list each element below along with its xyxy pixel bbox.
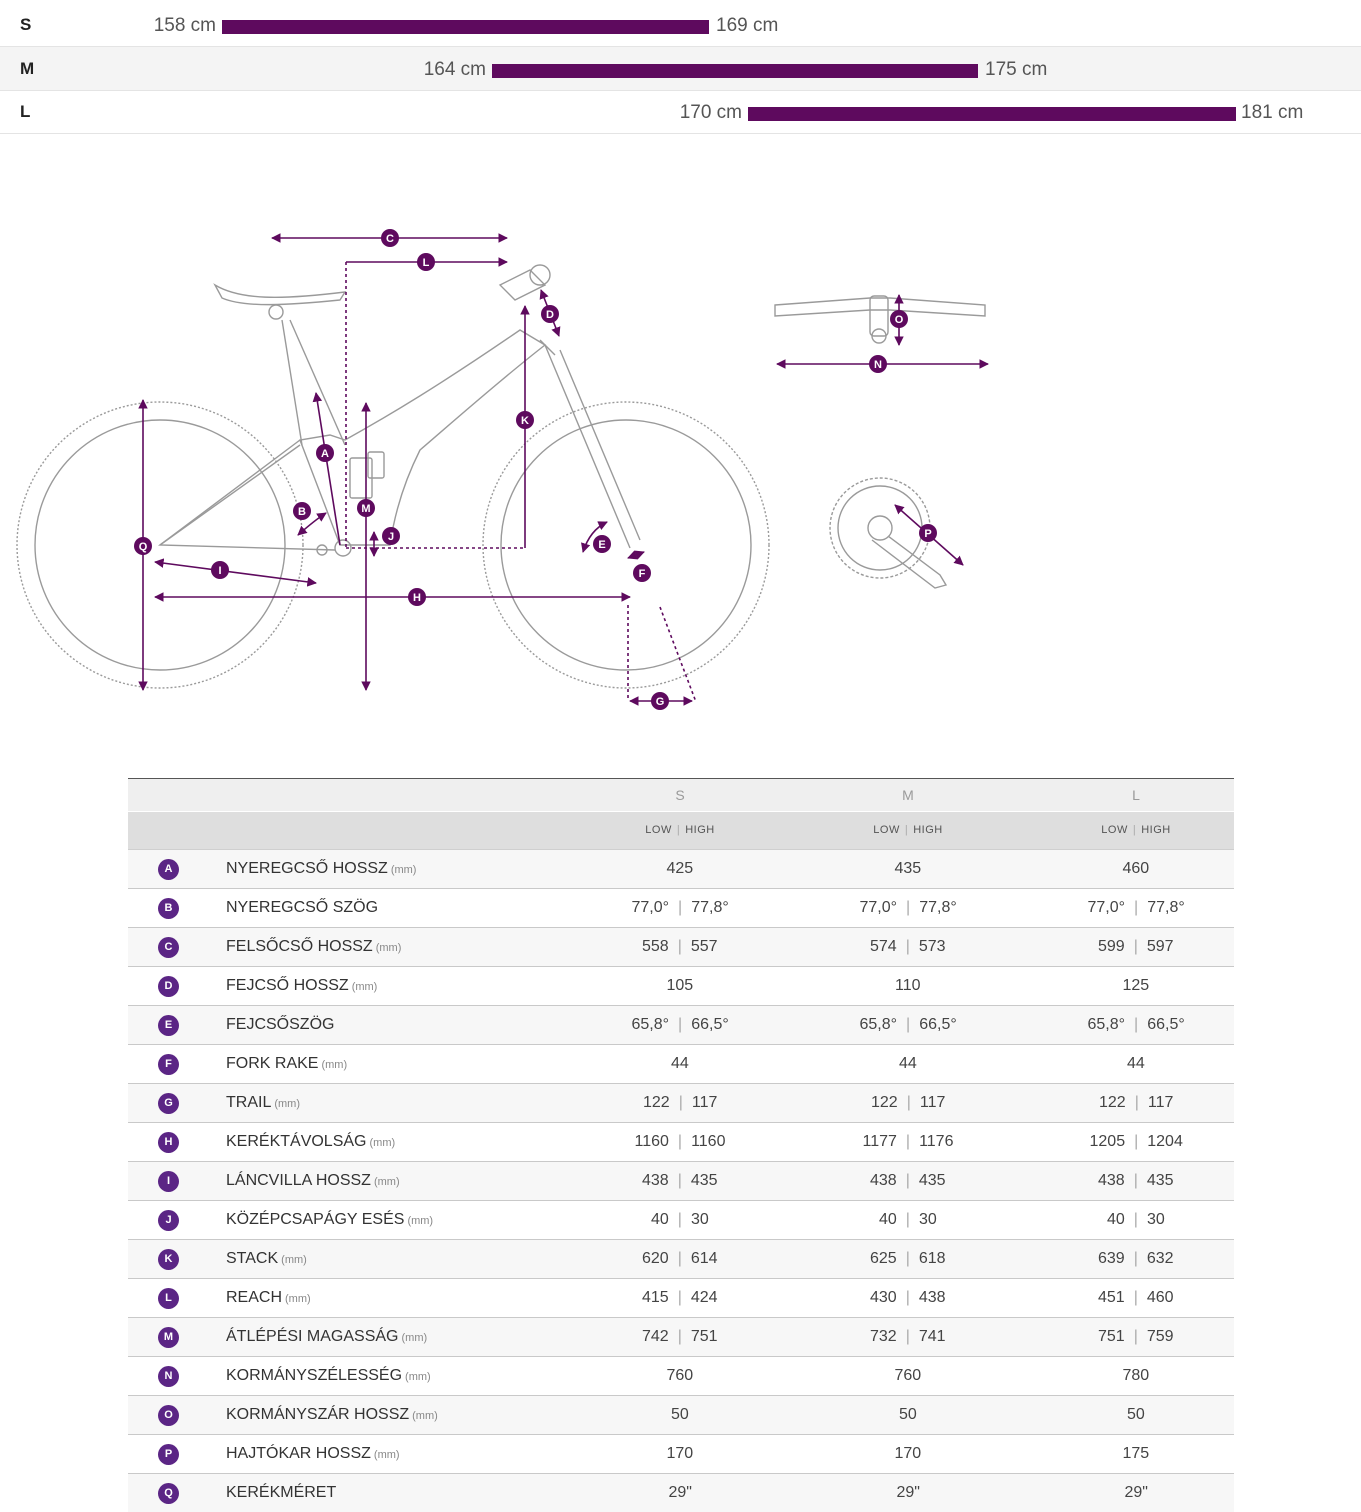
marker-n-label: N: [874, 359, 882, 371]
table-row: [128, 1084, 1234, 1123]
parameter-unit: (mm): [407, 1215, 434, 1227]
value-s: 122 | 117: [643, 1094, 718, 1111]
value-s: [669, 1484, 692, 1502]
height-range-min: 158 cm: [153, 15, 216, 36]
height-range-max: 169 cm: [716, 15, 779, 36]
value-low: 438: [642, 1172, 669, 1189]
size-row-m: [0, 47, 1361, 91]
value-l: 40 | 30: [1107, 1211, 1165, 1228]
value-low: 50: [671, 1406, 689, 1423]
row-key-badge: N: [158, 1366, 179, 1387]
marker-e-label: E: [598, 539, 606, 551]
value-high: 424: [690, 1289, 718, 1306]
value-high: 435: [918, 1172, 946, 1189]
value-high: 435: [1146, 1172, 1174, 1189]
size-header-s: S: [675, 787, 685, 803]
parameter-label: FEJCSŐ HOSSZ: [226, 977, 349, 994]
row-key-badge: L: [158, 1288, 179, 1309]
value-l: [1127, 1406, 1145, 1424]
marker-j-label: J: [387, 531, 395, 543]
height-range-bar: [222, 20, 709, 34]
table-row: [128, 1240, 1234, 1279]
value-s: 620 | 614: [642, 1250, 718, 1267]
value-s: 742 | 751: [642, 1328, 718, 1345]
parameter-label: REACH: [226, 1289, 283, 1306]
value-m: 1177 | 1176: [862, 1133, 954, 1150]
value-high: 66,5°: [1147, 1016, 1185, 1033]
marker-i: [211, 561, 229, 579]
value-m: 430 | 438: [870, 1289, 946, 1306]
value-low: 751: [1098, 1328, 1125, 1345]
height-range-max: 181 cm: [1241, 102, 1304, 123]
parameter-label: FELSŐCSŐ HOSSZ: [226, 938, 373, 955]
parameter-unit: (mm): [373, 1449, 400, 1461]
row-parameter-name: [226, 1328, 427, 1346]
parameter-unit: (mm): [281, 1254, 307, 1266]
parameter-label: FORK RAKE: [226, 1055, 319, 1072]
value-low: 65,8°: [1087, 1016, 1126, 1033]
value-low: 29": [668, 1484, 692, 1501]
marker-q-label: Q: [138, 541, 148, 553]
value-s: 77,0° | 77,8°: [631, 899, 729, 916]
bike-outline: [17, 265, 985, 688]
value-high: 1176: [919, 1133, 954, 1150]
row-parameter-name: [226, 1211, 433, 1229]
value-high: 30: [1146, 1211, 1165, 1228]
value-low: 425: [666, 860, 694, 877]
value-high: 618: [918, 1250, 946, 1267]
marker-m: [357, 499, 375, 517]
value-low: 430: [870, 1289, 897, 1306]
value-low: 1205: [1089, 1133, 1126, 1150]
value-high: 66,5°: [691, 1016, 729, 1033]
marker-c: [381, 229, 399, 247]
parameter-unit: (mm): [321, 1059, 348, 1071]
row-key-badge: G: [158, 1093, 179, 1114]
value-s: 438 | 435: [642, 1172, 718, 1189]
size-label: M: [20, 59, 35, 78]
size-label: L: [20, 102, 31, 121]
parameter-unit: (mm): [405, 1371, 431, 1383]
value-m: 574 | 573: [870, 938, 946, 955]
value-high: 1204: [1147, 1133, 1183, 1150]
value-l: 451 | 460: [1098, 1289, 1174, 1306]
value-low: 29": [1124, 1484, 1148, 1501]
value-low: 438: [1098, 1172, 1125, 1189]
table-row: [128, 967, 1234, 1006]
value-high: 557: [690, 938, 718, 955]
row-key-badge: A: [158, 859, 179, 880]
row-parameter-name: [226, 1133, 395, 1151]
lowhigh-m: LOW | HIGH: [873, 824, 943, 836]
table-lowhigh-header: [128, 811, 1234, 850]
table-row: [128, 1279, 1234, 1318]
row-parameter-name: [226, 977, 377, 995]
height-range-bar: [748, 107, 1236, 121]
height-range-bar: [492, 64, 978, 78]
value-high: 77,8°: [691, 899, 729, 916]
table-row: [128, 928, 1234, 967]
parameter-label: TRAIL: [226, 1094, 272, 1111]
height-range-min: 170 cm: [679, 102, 742, 123]
value-low: 620: [642, 1250, 669, 1267]
value-low: 415: [642, 1289, 669, 1306]
marker-d: [541, 305, 559, 323]
value-low: 438: [870, 1172, 897, 1189]
value-low: 77,0°: [859, 899, 898, 916]
marker-e: [593, 535, 611, 553]
parameter-unit: (mm): [351, 981, 378, 993]
row-parameter-name: [226, 899, 378, 917]
row-parameter-name: [226, 1445, 400, 1463]
value-high: 30: [690, 1211, 709, 1228]
size-row-s: [0, 3, 1361, 47]
value-high: 632: [1146, 1250, 1174, 1267]
marker-i-label: I: [218, 565, 222, 577]
value-low: 760: [666, 1367, 694, 1384]
value-low: 732: [870, 1328, 897, 1345]
row-parameter-name: [226, 1406, 438, 1424]
row-key-badge: I: [158, 1171, 179, 1192]
parameter-unit: (mm): [401, 1332, 428, 1344]
table-row: [128, 1162, 1234, 1201]
table-row: [128, 1474, 1234, 1512]
value-l: 65,8° | 66,5°: [1087, 1016, 1185, 1033]
value-high: 77,8°: [1147, 899, 1185, 916]
marker-j: [382, 527, 400, 545]
parameter-label: NYEREGCSŐ SZÖG: [226, 899, 379, 916]
table-row: [128, 1201, 1234, 1240]
row-key-badge: F: [158, 1054, 179, 1075]
table-row: [128, 889, 1234, 928]
value-high: 573: [918, 938, 946, 955]
lowhigh-l: LOW | HIGH: [1101, 824, 1171, 836]
value-low: 105: [666, 977, 694, 994]
value-m: [895, 860, 922, 878]
marker-d-label: D: [546, 309, 554, 321]
value-s: 415 | 424: [642, 1289, 718, 1306]
parameter-label: FEJCSŐSZÖG: [226, 1016, 335, 1033]
value-low: 558: [642, 938, 669, 955]
parameter-unit: (mm): [412, 1410, 438, 1422]
value-m: [899, 1406, 917, 1424]
parameter-label: HAJTÓKAR HOSSZ: [226, 1445, 371, 1462]
marker-l: [417, 253, 435, 271]
value-low: 29": [896, 1484, 920, 1501]
marker-p-label: P: [924, 528, 932, 540]
value-s: [667, 977, 694, 995]
marker-n: [869, 355, 887, 373]
row-key-badge: J: [158, 1210, 179, 1231]
value-m: 438 | 435: [870, 1172, 946, 1189]
value-high: 117: [919, 1094, 946, 1111]
lowhigh-s: LOW | HIGH: [645, 824, 715, 836]
value-l: 751 | 759: [1098, 1328, 1174, 1345]
value-m: 65,8° | 66,5°: [859, 1016, 957, 1033]
value-low: 40: [1107, 1211, 1125, 1228]
value-l: 599 | 597: [1098, 938, 1174, 955]
value-low: 1177: [862, 1133, 897, 1150]
row-key-badge: O: [158, 1405, 179, 1426]
value-m: 122 | 117: [871, 1094, 946, 1111]
table-row: [128, 1045, 1234, 1084]
parameter-label: STACK: [226, 1250, 279, 1267]
value-low: 44: [671, 1055, 689, 1072]
marker-f-label: F: [638, 568, 646, 580]
value-s: [667, 1367, 694, 1385]
value-low: 125: [1122, 977, 1150, 994]
value-high: 460: [1146, 1289, 1174, 1306]
value-low: 50: [1127, 1406, 1145, 1423]
value-m: 77,0° | 77,8°: [859, 899, 957, 916]
value-high: 751: [690, 1328, 718, 1345]
value-m: [897, 1484, 920, 1502]
table-row: [128, 1006, 1234, 1045]
value-s: 1160 | 1160: [634, 1133, 726, 1150]
parameter-label: KÖZÉPCSAPÁGY ESÉS: [226, 1211, 405, 1228]
value-low: 780: [1122, 1367, 1150, 1384]
value-high: 614: [690, 1250, 718, 1267]
marker-a: [316, 444, 334, 462]
parameter-unit: (mm): [373, 1176, 400, 1188]
value-low: 65,8°: [631, 1016, 670, 1033]
value-low: 574: [870, 938, 897, 955]
value-high: 597: [1146, 938, 1174, 955]
value-s: [671, 1055, 689, 1073]
marker-b-label: B: [298, 506, 306, 518]
value-m: [899, 1055, 917, 1073]
marker-h-label: H: [413, 592, 421, 604]
value-high: 1160: [691, 1133, 726, 1150]
value-low: 65,8°: [859, 1016, 898, 1033]
value-m: [895, 977, 921, 995]
dimension-markers: [134, 229, 937, 710]
size-header-m: M: [902, 787, 914, 803]
value-m: 732 | 741: [870, 1328, 946, 1345]
row-key-badge: K: [158, 1249, 179, 1270]
value-m: 40 | 30: [879, 1211, 937, 1228]
height-range-min: 164 cm: [423, 59, 486, 80]
table-body: [128, 850, 1234, 1512]
value-low: 742: [642, 1328, 669, 1345]
parameter-unit: (mm): [375, 942, 402, 954]
marker-k: [516, 411, 534, 429]
height-range-max: 175 cm: [985, 59, 1048, 80]
value-high: 117: [1147, 1094, 1174, 1111]
value-s: 558 | 557: [642, 938, 718, 955]
table-row: [128, 1357, 1234, 1396]
row-parameter-name: [226, 1016, 334, 1034]
marker-g: [651, 692, 669, 710]
value-low: 760: [894, 1367, 922, 1384]
row-parameter-name: [226, 1367, 431, 1385]
value-m: [895, 1367, 922, 1385]
row-parameter-name: [226, 1289, 311, 1307]
parameter-label: KORMÁNYSZÁR HOSSZ: [226, 1406, 410, 1423]
bike-geometry-diagram: [0, 190, 1361, 730]
value-high: 30: [918, 1211, 937, 1228]
value-low: 50: [899, 1406, 917, 1423]
value-l: 122 | 117: [1099, 1094, 1174, 1111]
value-l: [1127, 1055, 1145, 1073]
value-low: 77,0°: [631, 899, 670, 916]
row-key-badge: H: [158, 1132, 179, 1153]
parameter-label: ÁTLÉPÉSI MAGASSÁG: [226, 1328, 399, 1345]
row-key-badge: P: [158, 1444, 179, 1465]
value-low: 451: [1098, 1289, 1125, 1306]
value-s: 65,8° | 66,5°: [631, 1016, 729, 1033]
value-low: 40: [651, 1211, 669, 1228]
value-l: [1123, 1445, 1150, 1463]
marker-c-label: C: [386, 233, 394, 245]
row-parameter-name: [226, 1172, 400, 1190]
parameter-label: KERÉKMÉRET: [226, 1484, 337, 1501]
marker-h: [408, 588, 426, 606]
value-high: 435: [690, 1172, 718, 1189]
table-row: [128, 1396, 1234, 1435]
value-l: 639 | 632: [1098, 1250, 1174, 1267]
size-header-l: L: [1132, 787, 1140, 803]
row-parameter-name: [226, 1055, 347, 1073]
value-s: [671, 1406, 689, 1424]
value-l: [1123, 1367, 1150, 1385]
value-s: [667, 1445, 694, 1463]
value-low: 1160: [634, 1133, 669, 1150]
marker-l-label: L: [422, 257, 430, 269]
row-parameter-name: [226, 938, 401, 956]
marker-g-label: G: [655, 696, 665, 708]
parameter-unit: (mm): [274, 1098, 300, 1110]
value-low: 599: [1098, 938, 1125, 955]
value-m: 625 | 618: [870, 1250, 946, 1267]
row-parameter-name: [226, 1094, 300, 1112]
value-low: 435: [894, 860, 922, 877]
row-key-badge: C: [158, 937, 179, 958]
value-low: 110: [895, 977, 921, 994]
marker-o: [890, 310, 908, 328]
marker-a-label: A: [321, 448, 329, 460]
value-high: 117: [691, 1094, 718, 1111]
value-high: 438: [918, 1289, 946, 1306]
parameter-label: LÁNCVILLA HOSSZ: [226, 1172, 371, 1189]
marker-q: [134, 537, 152, 555]
marker-k-label: K: [521, 415, 529, 427]
row-key-badge: E: [158, 1015, 179, 1036]
value-low: 40: [879, 1211, 897, 1228]
value-l: 1205 | 1204: [1089, 1133, 1183, 1150]
size-label: S: [20, 15, 32, 34]
value-s: [667, 860, 694, 878]
table-row: [128, 1435, 1234, 1474]
marker-p: [919, 524, 937, 542]
marker-o-label: O: [894, 314, 904, 326]
value-high: 741: [918, 1328, 946, 1345]
value-low: 44: [1127, 1055, 1145, 1072]
table-row: [128, 1318, 1234, 1357]
value-low: 639: [1098, 1250, 1125, 1267]
value-l: 77,0° | 77,8°: [1087, 899, 1185, 916]
value-s: 40 | 30: [651, 1211, 709, 1228]
value-low: 44: [899, 1055, 917, 1072]
value-low: 625: [870, 1250, 897, 1267]
row-parameter-name: [226, 1484, 336, 1502]
parameter-label: KORMÁNYSZÉLESSÉG: [226, 1367, 403, 1384]
table-size-header: [128, 778, 1234, 811]
parameter-unit: (mm): [285, 1293, 311, 1305]
parameter-unit: (mm): [369, 1137, 396, 1149]
value-high: 759: [1146, 1328, 1174, 1345]
parameter-label: NYEREGCSŐ HOSSZ: [226, 860, 388, 877]
value-l: [1123, 860, 1150, 878]
value-low: 460: [1122, 860, 1150, 877]
value-low: 122: [1099, 1094, 1126, 1111]
value-l: [1125, 1484, 1148, 1502]
value-low: 122: [643, 1094, 670, 1111]
value-high: 77,8°: [919, 899, 957, 916]
value-low: 77,0°: [1087, 899, 1126, 916]
value-low: 122: [871, 1094, 898, 1111]
row-key-badge: D: [158, 976, 179, 997]
row-parameter-name: [226, 860, 416, 878]
table-row: [128, 1123, 1234, 1162]
row-key-badge: Q: [158, 1483, 179, 1504]
marker-m-label: M: [361, 503, 371, 515]
value-low: 170: [894, 1445, 922, 1462]
value-l: 438 | 435: [1098, 1172, 1174, 1189]
parameter-label: KERÉKTÁVOLSÁG: [226, 1133, 367, 1150]
value-low: 170: [666, 1445, 694, 1462]
value-high: 66,5°: [919, 1016, 957, 1033]
parameter-unit: (mm): [390, 864, 417, 876]
value-l: [1123, 977, 1150, 995]
value-low: 175: [1122, 1445, 1150, 1462]
row-key-badge: B: [158, 898, 179, 919]
marker-b: [293, 502, 311, 520]
geometry-table: [128, 778, 1234, 1512]
table-row: [128, 850, 1234, 889]
row-key-badge: M: [158, 1327, 179, 1348]
marker-f: [633, 564, 651, 582]
row-parameter-name: [226, 1250, 307, 1268]
value-m: [895, 1445, 922, 1463]
size-row-l: [0, 90, 1361, 134]
